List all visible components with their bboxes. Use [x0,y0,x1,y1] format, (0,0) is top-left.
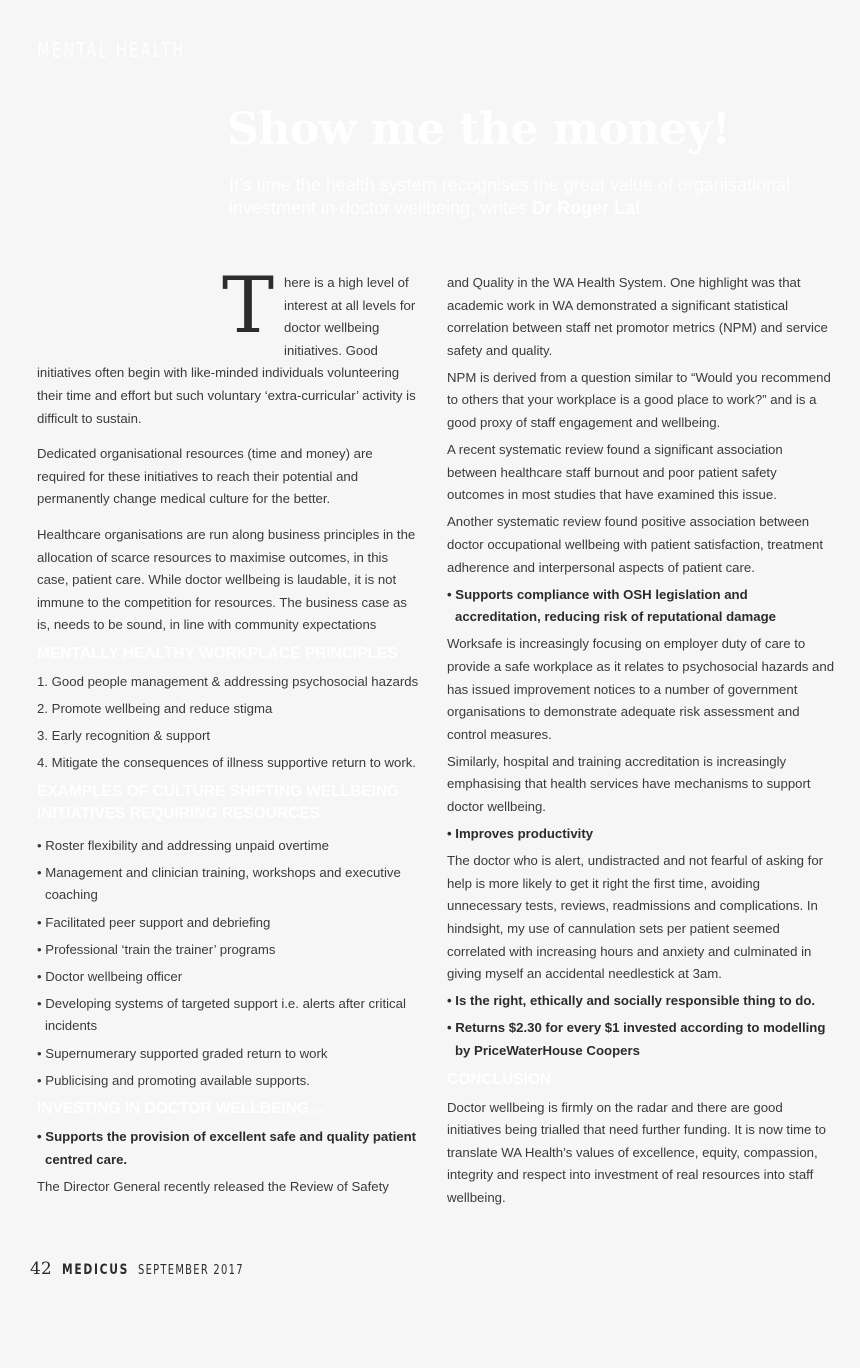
list-item: 2. Promote wellbeing and reduce stigma [37,701,273,716]
intro-text: here is a high level of interest at all levels for doctor wellbeing initiatives. Good initiatives often begin with like-minded individuals volunteering their time and effort but such voluntary ‘extra-curricular’ activity is difficult to sustain. [37,275,416,426]
paragraph: Healthcare organisations are run along business principles in the allocation of scarce resources to maximise outcomes, in this case, patient care. While doctor wellbeing is laudable, it is not immune to the competition for resources. The business case as is, needs to be sound, in line with community expectations [37,526,416,633]
left-column [37,261,421,1203]
list-item: 3. Early recognition & support [37,728,210,744]
examples-list [37,835,421,1092]
list-item: • Supernumerary supported graded return to work [37,1045,328,1061]
article-title: Show me the money! [227,104,731,155]
paragraph: Doctor wellbeing is firmly on the radar and there are good initiatives being trialled that need further funding. It is now time to translate WA Health’s values of excellence, equity, compassion, integrity and respect into investment of real resources into staff wellbeing. [447,1099,826,1205]
principles-heading: MENTALLY HEALTHY WORKPLACE PRINCIPLES [37,644,398,662]
list-item: 4. Mitigate the consequences of illness supportive return to work. [37,755,416,771]
standfirst-text: It’s time the health system recognises the great value of organisational investment in doctor wellbeing, writes [229,175,790,218]
list-item: • Doctor wellbeing officer [37,968,183,984]
list-item: • Developing systems of targeted support i.e. alerts after critical incidents [37,995,406,1034]
drop-cap: T [222,261,275,351]
list-item: • Publicising and promoting available supports. [37,1072,310,1088]
examples-heading: EXAMPLES OF CULTURE SHIFTING WELLBEING INITIATIVES REQUIRING RESOURCES [37,782,400,822]
paragraph: The Director General recently released the Review of Safety [37,1178,389,1194]
section-label: MENTAL HEALTH [37,38,186,62]
paragraph: and Quality in the WA Health System. One highlight was that academic work in WA demonstrated a significant statistical correlation between staff net promotor metrics (NPM) and service safety and quality. [447,275,828,358]
bullet-productivity: • Improves productivity [447,826,594,842]
intro-paragraph [37,261,421,430]
issue-date: SEPTEMBER 2017 [138,1263,245,1278]
conclusion-heading: CONCLUSION [447,1070,552,1088]
list-item: • Roster flexibility and addressing unpaid overtime [37,837,329,853]
page-number: 42 [30,1259,52,1279]
list-item: • Facilitated peer support and debriefing [37,914,271,930]
magazine-name: MEDICUS [61,1262,129,1278]
list-item: • Professional ‘train the trainer’ programs [37,941,276,957]
bullet-ethical: • Is the right, ethically and socially responsible thing to do. [447,993,816,1009]
paragraph: A recent systematic review found a significant association between healthcare staff burnout and poor patient safety outcomes in most studies that have examined this issue. [447,442,783,503]
list-item: • Management and clinician training, workshops and executive coaching [37,864,401,903]
paragraph: Worksafe is increasingly focusing on employer duty of care to provide a safe workplace as it relates to psychosocial hazards and has issued improvement notices to a number of government organisations to demonstrate adequate risk assessment and control measures. [447,636,835,742]
paragraph: Another systematic review found positive association between doctor occupational wellbeing with patient satisfaction, treatment adherence and interpersonal aspects of patient care. [447,514,824,575]
list-item: 1. Good people management & addressing psychosocial hazards [37,673,419,689]
author-name: Dr Roger Lai [532,198,641,218]
paragraph: NPM is derived from a question similar to “Would you recommend to others that your workplace is a good place to work?” and is a good proxy of staff engagement and wellbeing. [447,369,831,431]
paragraph: Dedicated organisational resources (time and money) are required for these initiatives to reach their potential and permanently change medical culture for the better. [37,446,373,507]
standfirst [229,174,839,220]
page-footer [30,1259,263,1279]
paragraph: The doctor who is alert, undistracted and not fearful of asking for help is more likely to get it right the first time, avoiding unnecessary tests, reviews, readmissions and complications. In hindsight, my use of cannulation sets per patient seemed correlated with increasing hours and anxiety and culminated in giving myself an accidental needlestick at 3am. [447,853,824,982]
investing-heading: INVESTING IN DOCTOR WELLBEING… [37,1100,325,1118]
bullet-returns: • Returns $2.30 for every $1 invested according to modelling by PriceWaterHouse Coopers [447,1020,826,1058]
bullet-osh: • Supports compliance with OSH legislation and accreditation, reducing risk of reputational damage [447,586,776,625]
bullet-quality: • Supports the provision of excellent safe and quality patient centred care. [37,1129,417,1167]
paragraph: Similarly, hospital and training accreditation is increasingly emphasising that health services have mechanisms to support doctor wellbeing. [447,753,811,815]
right-column [447,272,835,1214]
principles-list [37,671,421,775]
